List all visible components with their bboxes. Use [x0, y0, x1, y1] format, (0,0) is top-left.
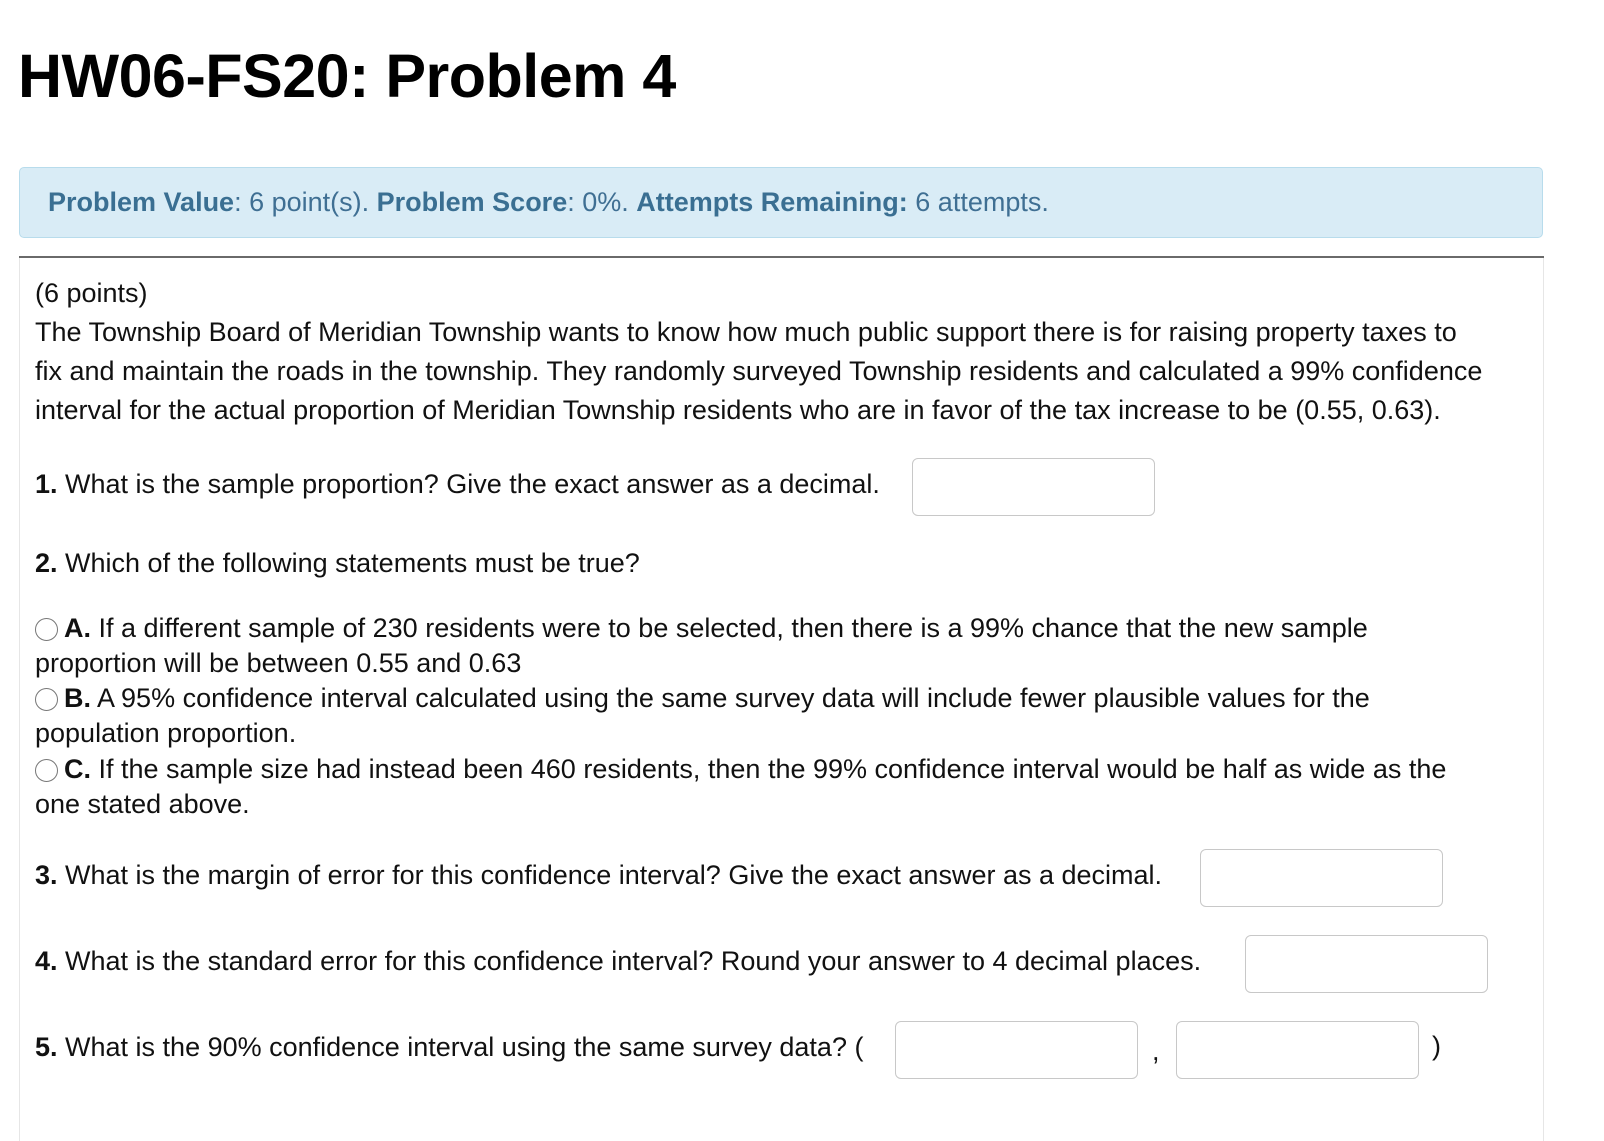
question-5 [35, 1028, 863, 1067]
question-1-number: 1. [35, 469, 58, 499]
question-5-upper-bound-input[interactable] [1176, 1021, 1419, 1079]
question-5-lower-bound-input[interactable] [895, 1021, 1138, 1079]
interval-separator: , [1152, 1036, 1160, 1066]
problem-score-text: : 0%. [567, 187, 637, 217]
option-c-letter: C. [64, 754, 91, 784]
option-b[interactable] [35, 681, 1370, 751]
option-c[interactable] [35, 752, 1446, 822]
interval-close-paren: ) [1432, 1031, 1441, 1061]
problem-info-banner [19, 167, 1543, 238]
question-5-number: 5. [35, 1032, 58, 1062]
option-a[interactable] [35, 611, 1368, 681]
problem-score-label: Problem Score [376, 187, 568, 217]
option-c-text-line-1: If the sample size had instead been 460 residents, then the 99% confidence interval would be half as wide as the [91, 754, 1447, 784]
option-a-radio[interactable] [35, 618, 58, 641]
question-1-text: What is the sample proportion? Give the exact answer as a decimal. [57, 469, 880, 499]
problem-intro-line-3: interval for the actual proportion of Meridian Township residents who are in favor of the tax increase to be (0.55, 0.63). [35, 395, 1441, 425]
question-1 [35, 465, 880, 504]
attempts-remaining-label: Attempts Remaining: [636, 187, 908, 217]
option-a-letter: A. [64, 613, 91, 643]
option-c-text-line-2: one stated above. [35, 789, 250, 819]
option-b-letter: B. [64, 683, 91, 713]
page-title: HW06-FS20: Problem 4 [18, 42, 676, 110]
question-2-number: 2. [35, 548, 58, 578]
question-5-text: What is the 90% confidence interval using the same survey data? ( [57, 1032, 864, 1062]
problem-value-label: Problem Value [48, 187, 235, 217]
question-3-text: What is the margin of error for this confidence interval? Give the exact answer as a decimal. [57, 860, 1163, 890]
question-4-answer-input[interactable] [1245, 935, 1488, 993]
question-3-number: 3. [35, 860, 58, 890]
option-b-text-line-1: A 95% confidence interval calculated using the same survey data will include fewer plausible values for the [91, 683, 1370, 713]
problem-intro-line-1: The Township Board of Meridian Township wants to know how much public support there is for raising property taxes to [35, 317, 1457, 347]
question-2 [35, 544, 640, 583]
option-c-radio[interactable] [35, 759, 58, 782]
option-a-text-line-2: proportion will be between 0.55 and 0.63 [35, 648, 522, 678]
option-b-radio[interactable] [35, 688, 58, 711]
option-b-text-line-2: population proportion. [35, 718, 297, 748]
question-2-text: Which of the following statements must be true? [57, 548, 640, 578]
attempts-remaining-text: 6 attempts. [907, 187, 1049, 217]
question-1-answer-input[interactable] [912, 458, 1155, 516]
problem-points: (6 points) [35, 278, 148, 308]
problem-intro-line-2: fix and maintain the roads in the township. They randomly surveyed Township residents and calculated a 99% confidence [35, 356, 1483, 386]
question-4-text: What is the standard error for this confidence interval? Round your answer to 4 decimal places. [57, 946, 1202, 976]
option-a-text-line-1: If a different sample of 230 residents were to be selected, then there is a 99% chance that the new sample [91, 613, 1368, 643]
question-4-number: 4. [35, 946, 58, 976]
problem-value-text: : 6 point(s). [234, 187, 377, 217]
question-3 [35, 856, 1162, 895]
question-3-answer-input[interactable] [1200, 849, 1443, 907]
question-4 [35, 942, 1201, 981]
